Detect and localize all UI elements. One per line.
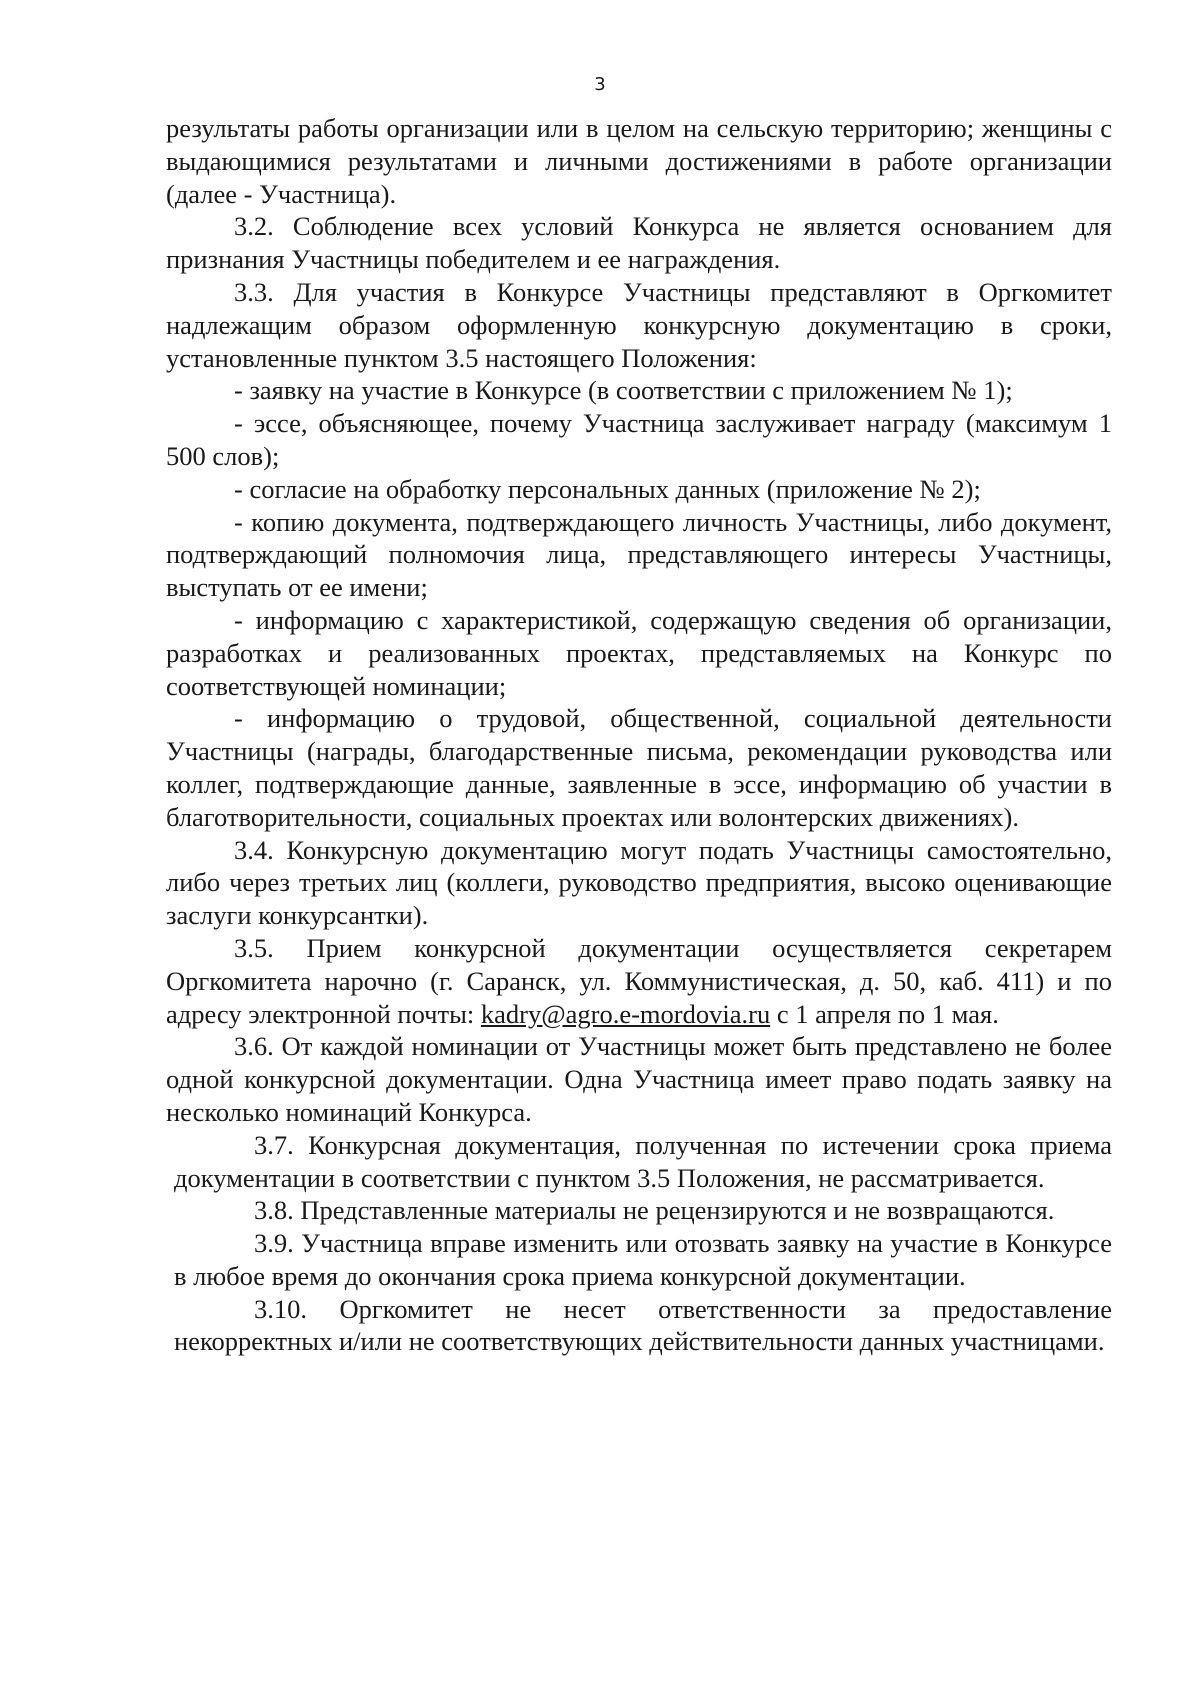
paragraph-intro-continuation: результаты работы организации или в целом на сельскую территорию; женщины с выдающимися результатами и личными достижениями в работе организации (далее - Участница). [166,113,1112,209]
list-item-essay: - эссе, объясняющее, почему Участница заслуживает награду (максимум 1 500 слов); [166,408,1112,471]
paragraph-3-7: 3.7. Конкурсная документация, полученная по истечении срока приема документации в соответствии с пунктом 3.5 Положения, не рассматривается. [174,1129,1112,1193]
page-number: 3 [594,74,606,95]
paragraph-3-3: 3.3. Для участия в Конкурсе Участницы представляют в Оргкомитет надлежащим образом оформленную конкурсную документацию в сроки, установленные пунктом 3.5 настоящего Положения: [166,276,1112,373]
paragraph-3-8: 3.8. Представленные материалы не рецензируются и не возвращаются. [254,1195,1055,1226]
paragraph-3-5 [166,932,1112,1030]
paragraph-3-5-text: 3.5. Прием конкурсной документации осуществляется секретарем Оргкомитета нарочно (г. Саранск, ул. Коммунистическая, д. 50, каб. 411) и по адресу электронной почты: [166,932,1112,1029]
document-body [166,112,1112,1358]
paragraph-3-9: 3.9. Участница вправе изменить или отозвать заявку на участие в Конкурсе в любое время до окончания срока приема конкурсной документации. [174,1228,1112,1291]
list-item-application: - заявку на участие в Конкурсе (в соответствии с приложением № 1); [234,375,1013,406]
paragraph-3-4: 3.4. Конкурсную документацию могут подать Участницы самостоятельно, либо через третьих лиц (коллеги, руководство предприятия, высоко оценивающие заслуги конкурсантки). [166,834,1112,931]
list-item-consent: - согласие на обработку персональных данных (приложение № 2); [234,473,981,504]
paragraph-3-10: 3.10. Оргкомитет не несет ответственности за предоставление некорректных и/или не соответствующих действительности данных участницами. [174,1293,1112,1357]
list-item-organization-info: - информацию с характеристикой, содержащую сведения об организации, разработках и реализованных проектах, представляемых на Конкурс по соответствующей номинации; [166,604,1112,701]
paragraph-3-2: 3.2. Соблюдение всех условий Конкурса не является основанием для признания Участницы победителем и ее награждения. [166,211,1112,275]
list-item-activity-info: - информацию о трудовой, общественной, социальной деятельности Участницы (награды, благодарственные письма, рекомендации руководства или коллег, подтверждающие данные, заявленные в эссе, информацию об участии в благотворительности, социальных проектах или волонтерских движениях). [166,703,1112,832]
email-link[interactable]: kadry@agro.e-mordovia.ru [480,998,771,1029]
paragraph-3-6: 3.6. От каждой номинации от Участницы может быть представлено не более одной конкурсной документации. Одна Участница имеет право подать заявку на несколько номинаций Конкурса. [166,1031,1112,1127]
paragraph-3-5-dates: с 1 апреля по 1 мая. [770,998,999,1029]
list-item-identity-document: - копию документа, подтверждающего личность Участницы, либо документ, подтверждающий полномочия лица, представляющего интересы Участницы, выступать от ее имени; [166,506,1112,603]
